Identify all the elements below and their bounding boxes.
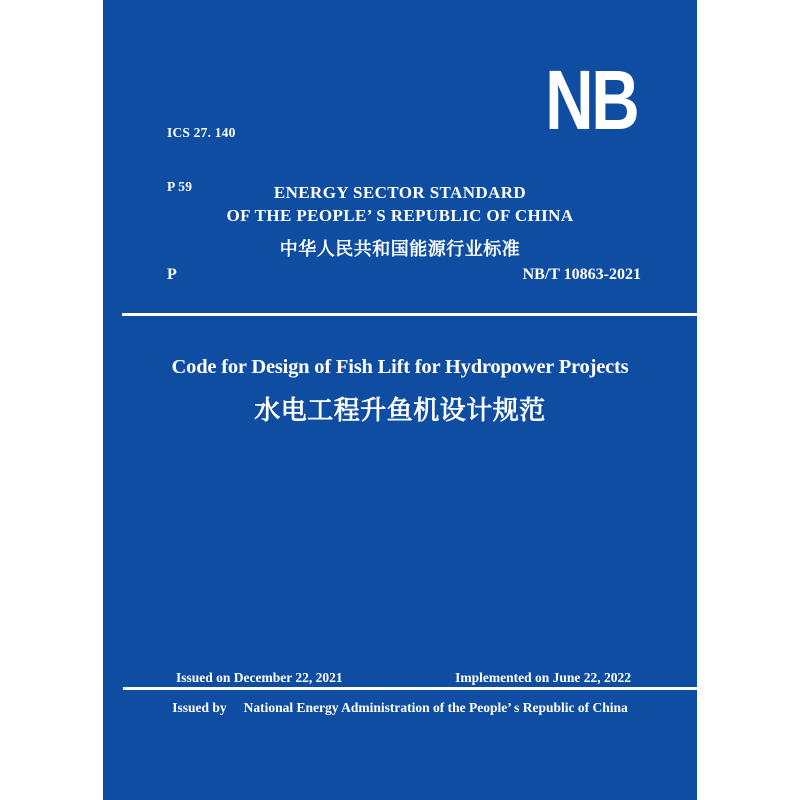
standard-name-line2: OF THE PEOPLE’ S REPUBLIC OF CHINA <box>226 206 574 225</box>
title-chinese: 水电工程升鱼机设计规范 <box>254 396 546 426</box>
implemented-date: Implemented on June 22, 2022 <box>455 670 631 685</box>
standard-header <box>103 181 697 261</box>
title-english: Code for Design of Fish Lift for Hydropower Projects <box>171 356 629 378</box>
issued-by-row <box>103 700 697 716</box>
top-rule <box>122 313 697 316</box>
doc-class-letter: P <box>167 266 177 283</box>
cover-page <box>103 0 697 800</box>
issued-by-label: Issued by <box>172 700 227 715</box>
issued-date: Issued on December 22, 2021 <box>176 670 343 685</box>
nb-logo: NB <box>544 53 637 147</box>
bottom-rule <box>123 687 697 690</box>
issued-by-value: National Energy Administration of the People’ s Republic of China <box>243 700 628 715</box>
dates-row <box>176 670 631 686</box>
classification-row <box>167 266 641 284</box>
standard-name-chinese: 中华人民共和国能源行业标准 <box>279 239 521 260</box>
standard-number: NB/T 10863-2021 <box>522 266 641 283</box>
ics-code: ICS 27. 140 <box>167 125 236 140</box>
p-classification-code: P 59 <box>167 179 193 194</box>
standard-name-line1: ENERGY SECTOR STANDARD <box>273 183 527 202</box>
